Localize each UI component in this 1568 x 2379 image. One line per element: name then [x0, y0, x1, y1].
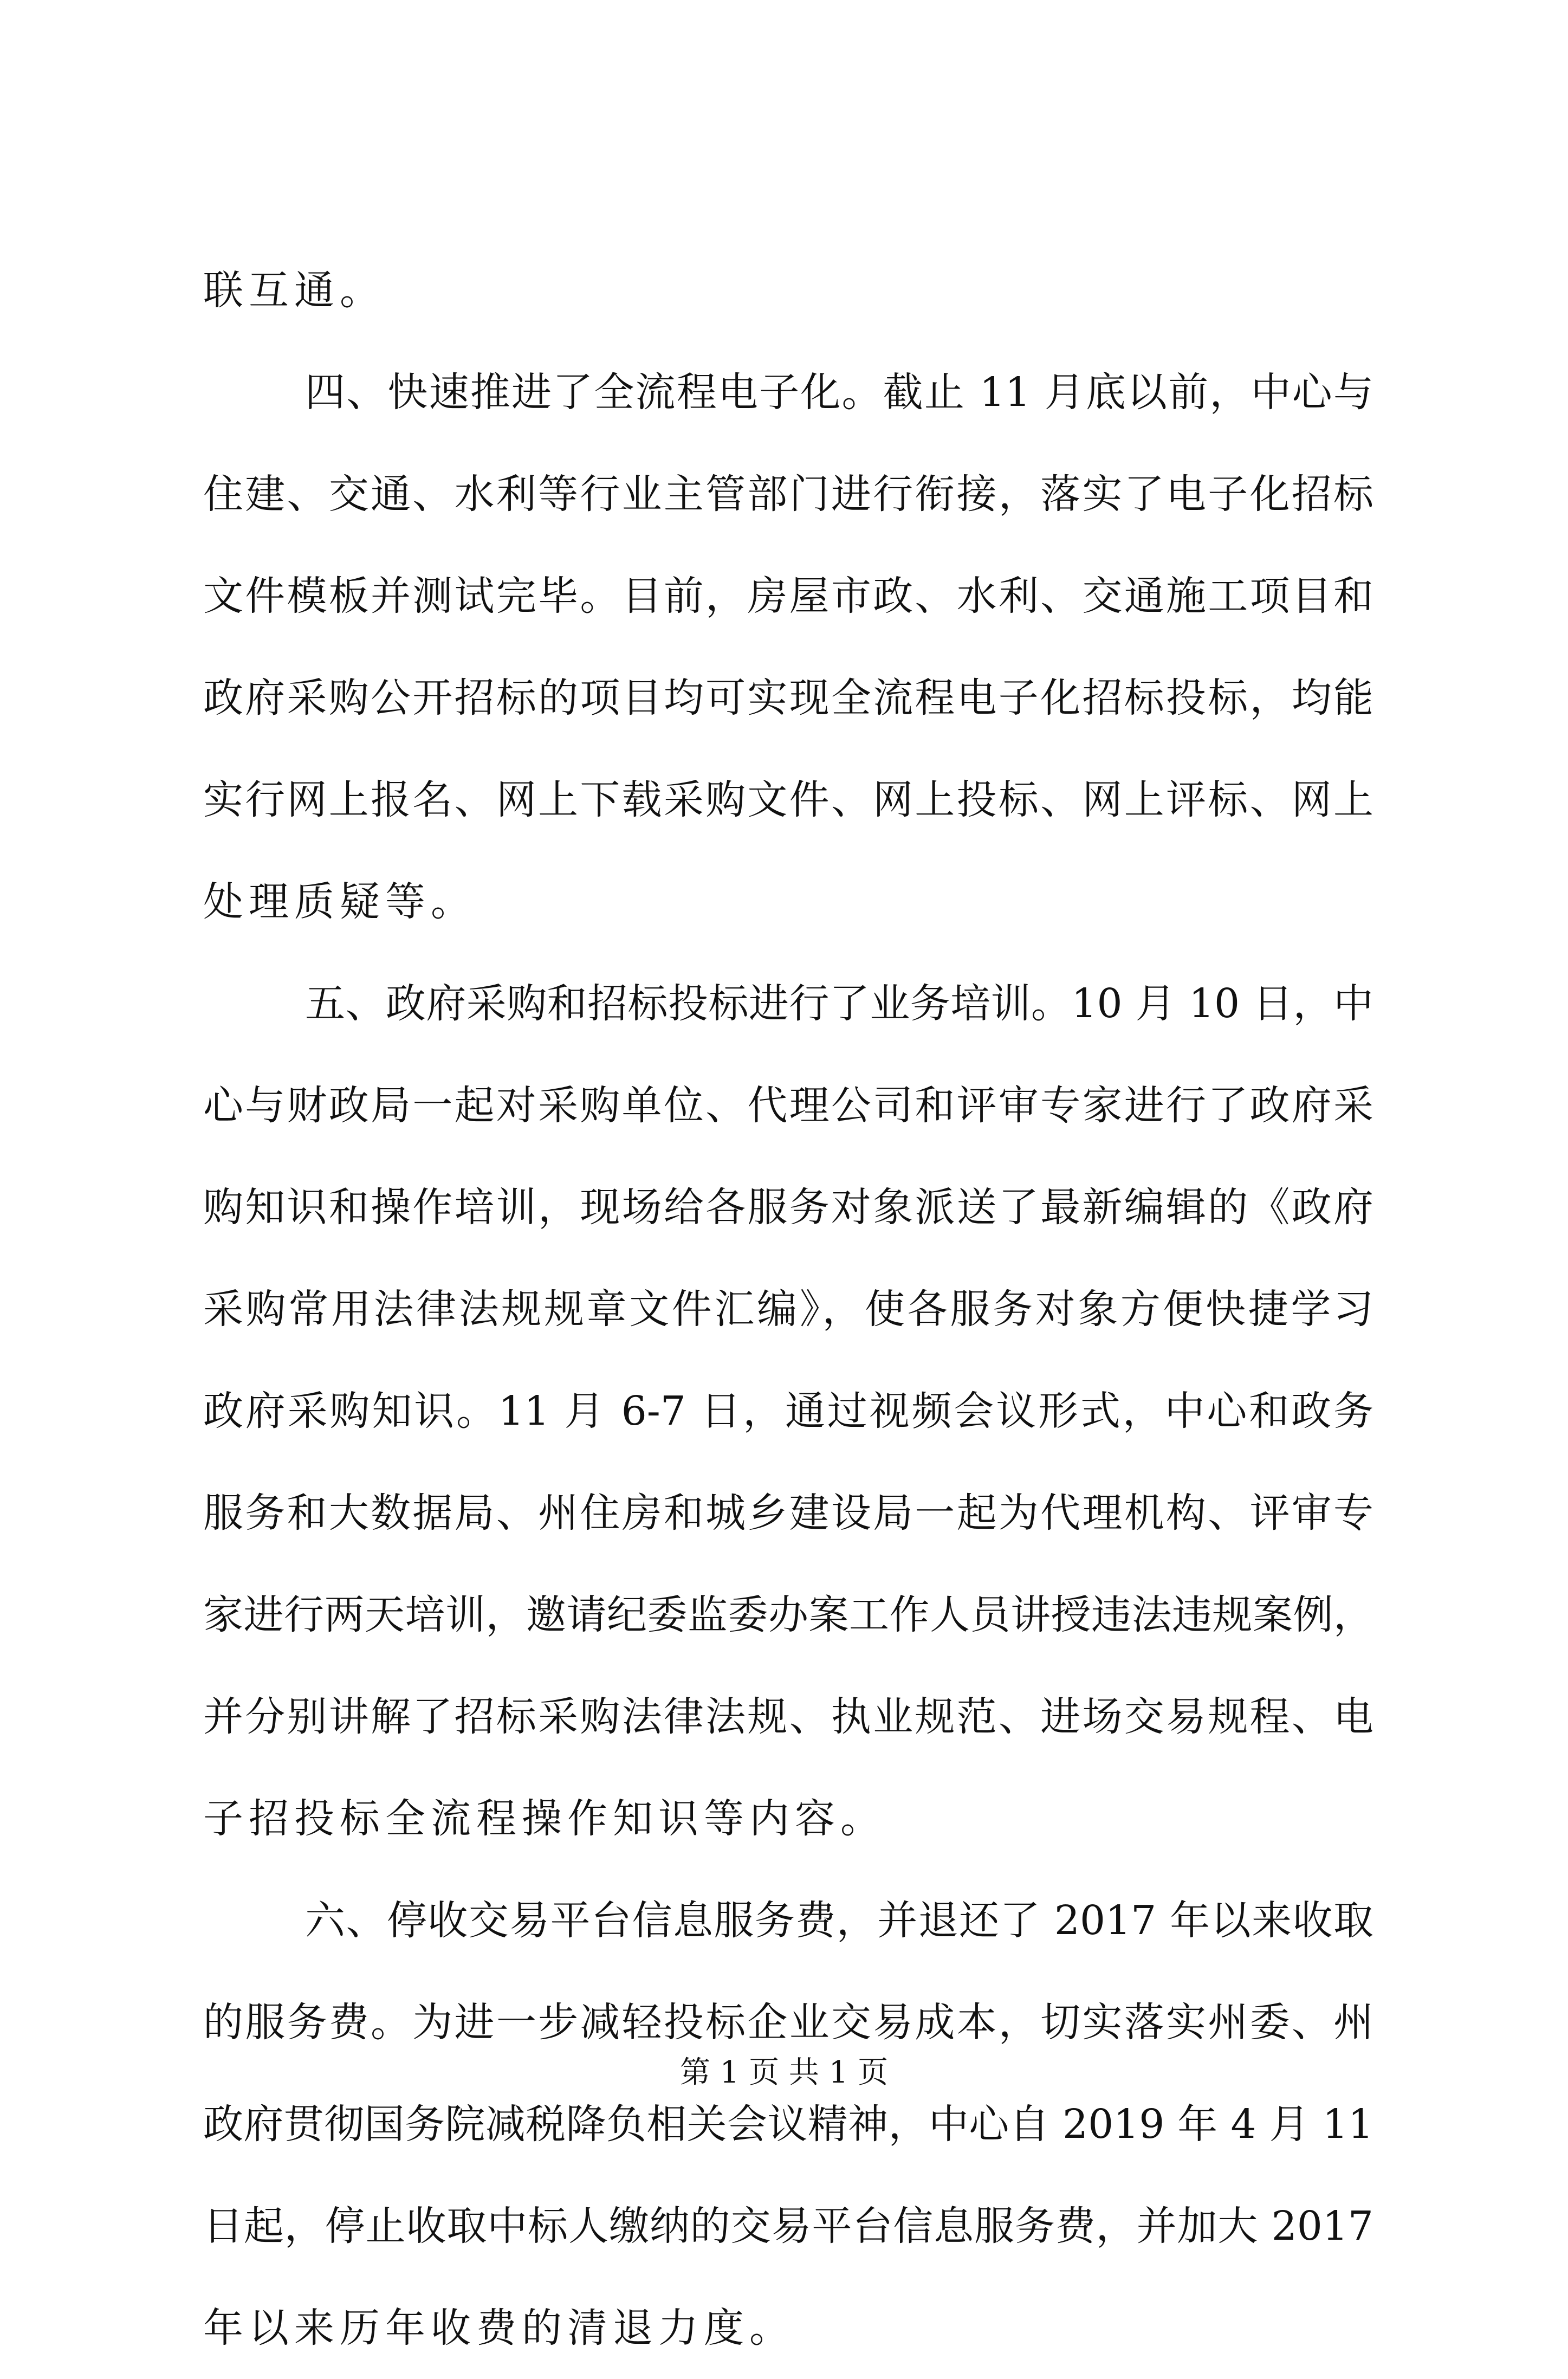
- text-line: 子招投标全流程操作知识等内容。: [203, 1795, 886, 1842]
- text-line: 年以来历年收费的清退力度。: [203, 2305, 795, 2351]
- paragraph: [203, 1870, 1373, 2379]
- text-line: 政府贯彻国务院减税降负相关会议精神，中心自 2019 年 4 月 11: [203, 2101, 1373, 2148]
- text-line: 日起，停止收取中标人缴纳的交易平台信息服务费，并加大 2017: [203, 2203, 1373, 2249]
- text-line: 五、政府采购和招标投标进行了业务培训。10 月 10 日，中: [305, 980, 1373, 1027]
- text-line: 的服务费。为进一步减轻投标企业交易成本，切实落实州委、州: [203, 1999, 1373, 2046]
- text-line: 处理质疑等。: [203, 878, 476, 925]
- text-line: 四、快速推进了全流程电子化。截止 11 月底以前，中心与: [305, 369, 1373, 416]
- text-line: 政府采购公开招标的项目均可实现全流程电子化招标投标，均能: [203, 675, 1373, 721]
- text-line: 住建、交通、水利等行业主管部门进行衔接，落实了电子化招标: [203, 471, 1373, 518]
- text-line: 实行网上报名、网上下载采购文件、网上投标、网上评标、网上: [203, 777, 1373, 823]
- paragraph: [203, 240, 1373, 341]
- paragraph: [203, 341, 1373, 953]
- text-line: 家进行两天培训，邀请纪委监委办案工作人员讲授违法违规案例，: [203, 1592, 1373, 1638]
- text-line: 六、停收交易平台信息服务费，并退还了 2017 年以来收取: [305, 1897, 1373, 1944]
- text-line: 服务和大数据局、州住房和城乡建设局一起为代理机构、评审专: [203, 1490, 1373, 1536]
- page-number: 第 1 页 共 1 页: [679, 2055, 889, 2090]
- text-line: 采购常用法律法规规章文件汇编》，使各服务对象方便快捷学习: [203, 1286, 1373, 1333]
- paragraph: [203, 953, 1373, 1870]
- page-footer: [0, 2051, 1568, 2094]
- text-line: 文件模板并测试完毕。目前，房屋市政、水利、交通施工项目和: [203, 573, 1373, 619]
- text-line: 心与财政局一起对采购单位、代理公司和评审专家进行了政府采: [203, 1082, 1373, 1129]
- text-line: 购知识和操作培训，现场给各服务对象派送了最新编辑的《政府: [203, 1184, 1373, 1231]
- text-line: 并分别讲解了招标采购法律法规、执业规范、进场交易规程、电: [203, 1693, 1373, 1740]
- text-line: 政府采购知识。11 月 6-7 日，通过视频会议形式，中心和政务: [203, 1388, 1373, 1434]
- text-line: 联互通。: [203, 267, 385, 314]
